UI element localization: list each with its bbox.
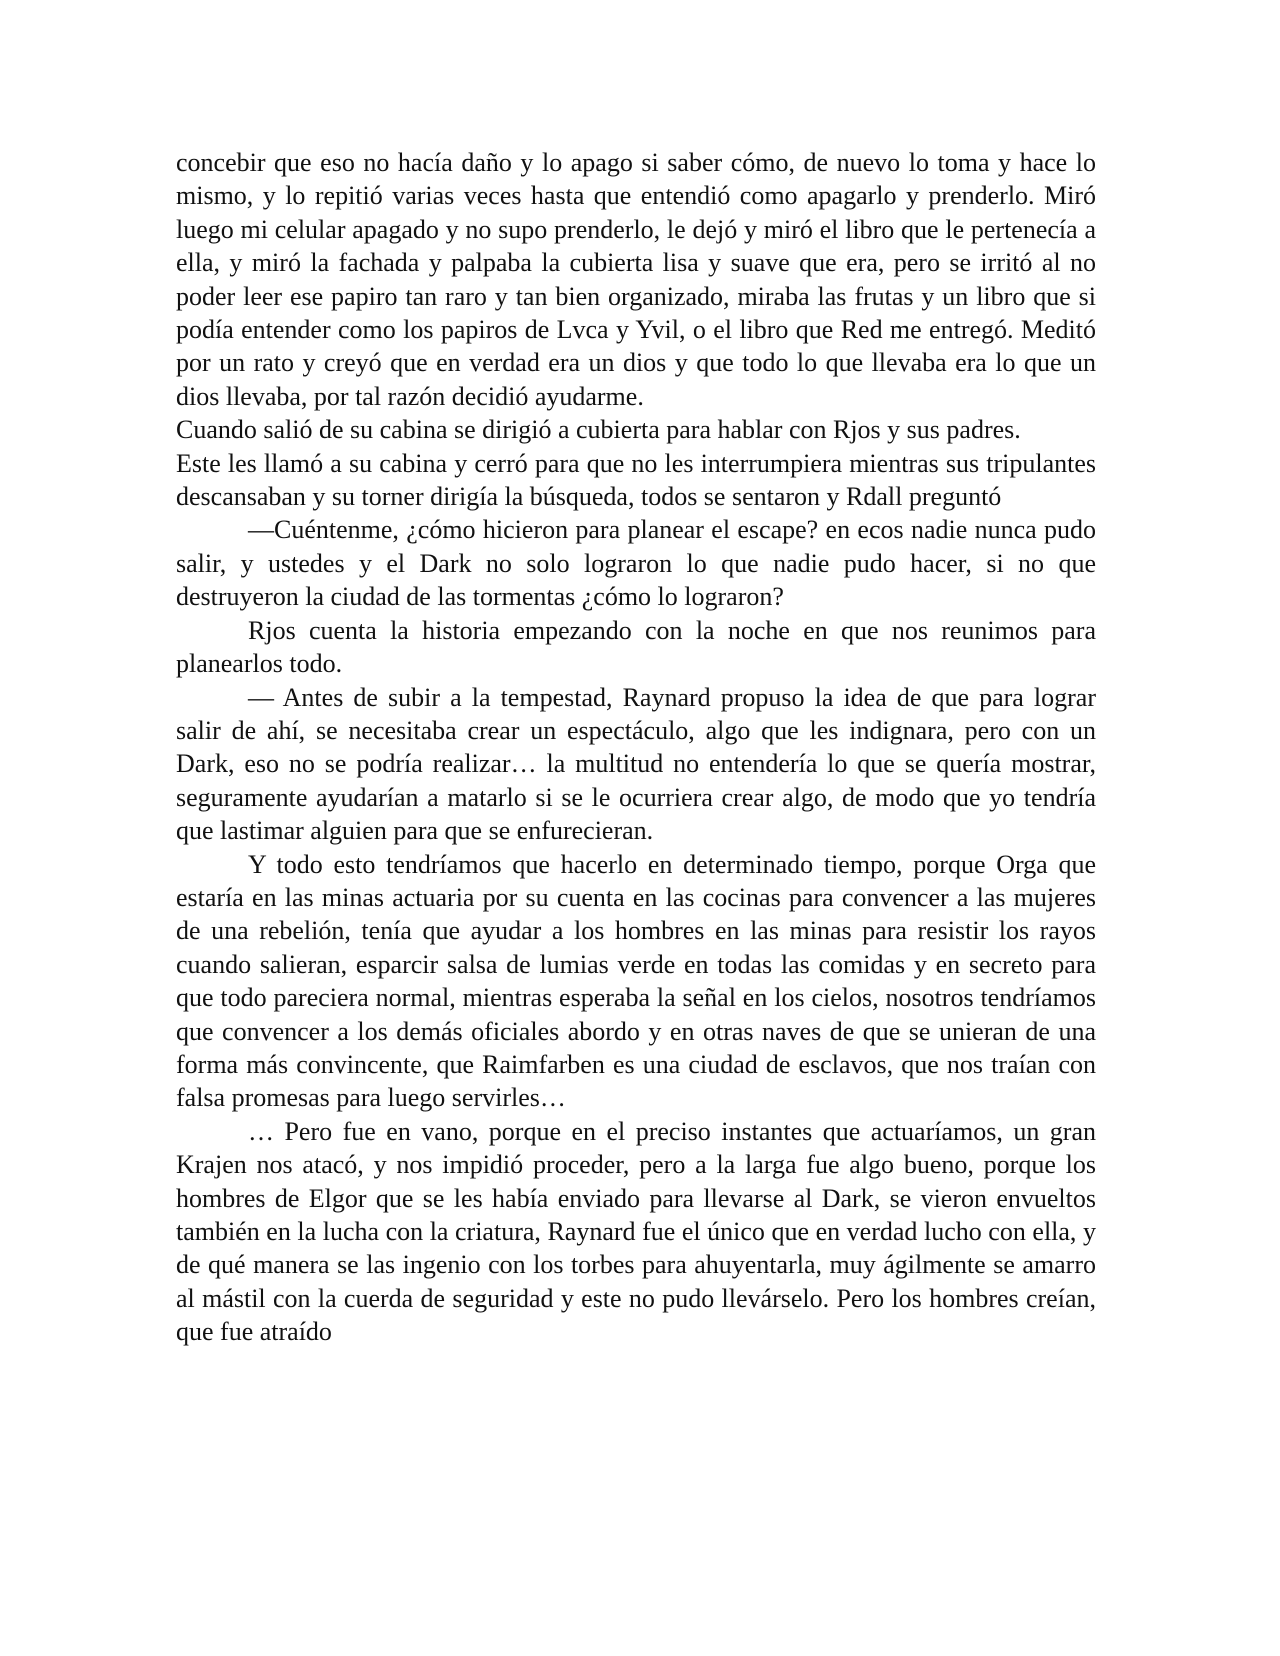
- paragraph-3: Este les llamó a su cabina y cerró para que no les interrumpiera mientras sus tripulantes descansaban y su torner dirigía la búsqueda, todos se sentaron y Rdall preguntó: [176, 448, 1096, 512]
- paragraph-4: —Cuéntenme, ¿cómo hicieron para planear el escape? en ecos nadie nunca pudo salir, y ustedes y el Dark no solo lograron lo que nadie pudo hacer, si no que destruyeron la ciudad de las tormentas ¿cómo lo lograron?: [176, 515, 1096, 612]
- paragraph-5: Rjos cuenta la historia empezando con la noche en que nos reunimos para planearlos todo.: [176, 615, 1096, 679]
- paragraph-1: concebir que eso no hacía daño y lo apago si saber cómo, de nuevo lo toma y hace lo mismo, y lo repitió varias veces hasta que entendió como apagarlo y prenderlo. Miró luego mi celular apagado y no supo prenderlo, le dejó y miró el libro que le pertenecía a ella, y miró la fachada y palpaba la cubierta lisa y suave que era, pero se irritó al no poder leer ese papiro tan raro y tan bien organizado, miraba las frutas y un libro que si podía entender como los papiros de Lvca y Yvil, o el libro que Red me entregó. Meditó por un rato y creyó que en verdad era un dios y que todo lo que llevaba era lo que un dios llevaba, por tal razón decidió ayudarme.: [176, 148, 1096, 411]
- body-text: [176, 146, 1096, 1349]
- paragraph-6: — Antes de subir a la tempestad, Raynard propuso la idea de que para lograr salir de ahí, se necesitaba crear un espectáculo, algo que les indignara, pero con un Dark, eso no se podría realizar… la multitud no entendería lo que se quería mostrar, seguramente ayudarían a matarlo si se le ocurriera crear algo, de modo que yo tendría que lastimar alguien para que se enfurecieran.: [176, 682, 1096, 846]
- paragraph-7: Y todo esto tendríamos que hacerlo en determinado tiempo, porque Orga que estaría en las minas actuaria por su cuenta en las cocinas para convencer a las mujeres de una rebelión, tenía que ayudar a los hombres en las minas para resistir los rayos cuando salieran, esparcir salsa de lumias verde en todas las comidas y en secreto para que todo pareciera normal, mientras esperaba la señal en los cielos, nosotros tendríamos que convencer a los demás oficiales abordo y en otras naves de que se unieran de una forma más convincente, que Raimfarben es una ciudad de esclavos, que nos traían con falsa promesas para luego servirles…: [176, 849, 1096, 1113]
- paragraph-2: Cuando salió de su cabina se dirigió a cubierta para hablar con Rjos y sus padres.: [176, 415, 1021, 445]
- paragraph-8: … Pero fue en vano, porque en el preciso instantes que actuaríamos, un gran Krajen nos atacó, y nos impidió proceder, pero a la larga fue algo bueno, porque los hombres de Elgor que se les había enviado para llevarse al Dark, se vieron envueltos también en la lucha con la criatura, Raynard fue el único que en verdad lucho con ella, y de qué manera se las ingenio con los torbes para ahuyentarla, muy ágilmente se amarro al mástil con la cuerda de seguridad y este no pudo llevárselo. Pero los hombres creían, que fue atraído: [176, 1116, 1096, 1347]
